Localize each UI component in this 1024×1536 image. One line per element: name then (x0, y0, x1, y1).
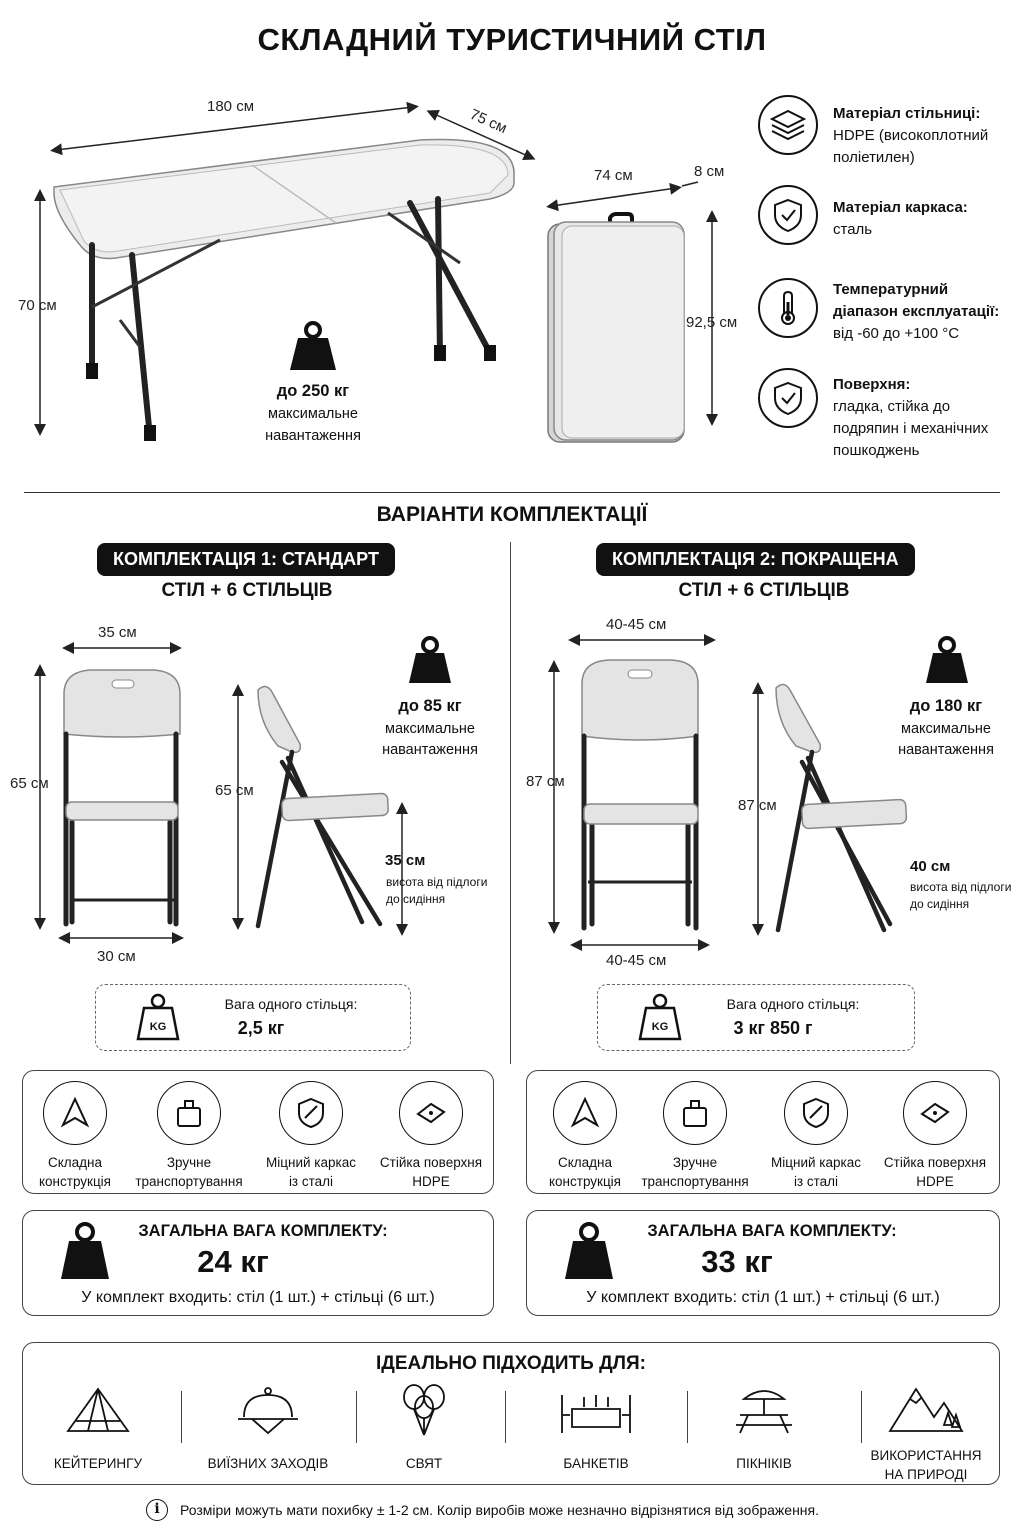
kit2-chairs-illustration (540, 612, 920, 952)
mountains-icon (886, 1381, 966, 1437)
kit2-pill: КОМПЛЕКТАЦІЯ 2: ПОКРАЩЕНА (596, 543, 915, 576)
briefcase-icon (157, 1081, 221, 1145)
kit1-chair-height-side: 65 см (215, 782, 254, 799)
use-events: ВИЇЗНИХ ЗАХОДІВ (193, 1381, 343, 1473)
kit2-load-value: до 180 кг (909, 697, 983, 715)
kit2-weight-icon (924, 635, 970, 685)
kit2-weight-label: Вага одного стільця: (726, 996, 860, 1012)
kit2-seat-height: 40 см (910, 858, 951, 875)
kit2-feature-folding: Складна конструкція (525, 1081, 645, 1191)
briefcase-icon (663, 1081, 727, 1145)
kit2-feature-transport: Зручне транспортування (635, 1081, 755, 1191)
shield-icon (784, 1081, 848, 1145)
kit2-seat-note1: висота від підлоги (910, 880, 1012, 894)
kit1-total-label: ЗАГАЛЬНА ВАГА КОМПЛЕКТУ: (138, 1222, 388, 1240)
spec-frame (833, 197, 1013, 241)
kit2-total-note: У комплект входить: стіл (1 шт.) + стільці (6 шт.) (586, 1289, 940, 1306)
kit2-chair-weight-box (597, 984, 915, 1051)
kit1-total-card (22, 1210, 494, 1316)
kit1-weight-icon (407, 635, 453, 685)
thermometer-icon (758, 278, 818, 338)
kit1-weight-value: 2,5 кг (237, 1018, 285, 1038)
kit1-seat-note2: до сидіння (386, 892, 446, 906)
kit2-total-weight-icon (563, 1221, 615, 1281)
kit1-features-card (22, 1070, 494, 1194)
kit2-load-line1: максимальне (900, 721, 991, 737)
spec-surface-line2: подряпин і механічних (833, 420, 989, 437)
spec-surface-label: Поверхня: (833, 376, 911, 393)
kit1-pill: КОМПЛЕКТАЦІЯ 1: СТАНДАРТ (97, 543, 395, 576)
use-holidays: СВЯТ (349, 1381, 499, 1473)
kit2-chair-top-width: 40-45 см (606, 616, 667, 633)
spec-temperature (833, 279, 1013, 345)
table-load-line2: навантаження (265, 428, 361, 444)
variants-title: ВАРІАНТИ КОМПЛЕКТАЦІЇ (376, 503, 648, 526)
kit2-total-card (526, 1210, 1000, 1316)
kit1-feature-folding: Складна конструкція (15, 1081, 135, 1191)
kit1-chair-bottom-width: 30 см (97, 948, 136, 965)
spec-temp-line1: від -60 до +100 °C (833, 325, 960, 342)
folded-depth-label: 8 см (694, 163, 725, 180)
kit1-total-weight-icon (59, 1221, 111, 1281)
spec-surface (833, 374, 1018, 462)
footer-note: Розміри можуть мати похибку ± 1-2 см. Колір виробів може незначно відрізнятися від зображення. (180, 1502, 820, 1518)
kit2-feature-steel: Міцний каркас із сталі (756, 1081, 876, 1191)
balloons-icon (388, 1381, 460, 1437)
table-load-value: до 250 кг (276, 382, 350, 400)
surface-icon (903, 1081, 967, 1145)
shield-tick-icon (758, 368, 818, 428)
table-width-label: 75 см (467, 105, 510, 138)
kit2-chair-height-front: 87 см (526, 773, 565, 790)
use-separator (687, 1391, 688, 1443)
use-banquets: БАНКЕТІВ (521, 1381, 671, 1473)
kit2-feature-hdpe: Стійка поверхня HDPE (875, 1081, 995, 1191)
table-load-line1: максимальне (267, 406, 358, 422)
cloche-icon (232, 1381, 304, 1437)
kit2-seat-note2: до сидіння (910, 897, 970, 911)
kit1-chair-height-front: 65 см (10, 775, 49, 792)
use-nature: ВИКОРИСТАННЯ НА ПРИРОДІ (851, 1381, 1001, 1484)
tent-icon (62, 1381, 134, 1437)
kg-label: KG (149, 1021, 167, 1033)
info-icon: i (146, 1499, 168, 1521)
kit1-seat-height: 35 см (385, 852, 426, 869)
spec-frame-line1: сталь (833, 221, 873, 238)
kits-separator (510, 542, 511, 1064)
use-catering: КЕЙТЕРИНГУ (23, 1381, 173, 1473)
kit1-feature-steel: Міцний каркас із сталі (251, 1081, 371, 1191)
picnic-table-icon (728, 1381, 800, 1437)
spec-tabletop-label: Матеріал стільниці: (833, 105, 981, 122)
kit2-chair-bottom-width: 40-45 см (606, 952, 667, 969)
kit1-load-line1: максимальне (384, 721, 475, 737)
kit2-total-label: ЗАГАЛЬНА ВАГА КОМПЛЕКТУ: (647, 1222, 897, 1240)
folded-height-label: 92,5 см (686, 314, 738, 331)
spec-surface-line1: гладка, стійка до (833, 398, 951, 415)
kg-weight-icon (136, 992, 180, 1042)
kit1-load-line2: навантаження (382, 742, 478, 758)
kit1-chair-top-width: 35 см (98, 624, 137, 641)
kg-weight-icon (638, 992, 682, 1042)
kit1-weight-label: Вага одного стільця: (224, 996, 358, 1012)
table-height-label: 70 см (18, 297, 57, 314)
spec-tabletop-line1: HDPE (високоплотний (833, 127, 989, 144)
spec-surface-line3: пошкоджень (833, 442, 920, 459)
spec-tabletop (833, 103, 1013, 169)
shield-icon (279, 1081, 343, 1145)
kit2-weight-value: 3 кг 850 г (733, 1018, 813, 1038)
surface-icon (399, 1081, 463, 1145)
kit1-chair-weight-box (95, 984, 411, 1051)
spec-temp-label2: діапазон експлуатації: (833, 303, 1000, 320)
ideal-title: ІДЕАЛЬНО ПІДХОДИТЬ ДЛЯ: (376, 1353, 646, 1374)
weight-icon (288, 320, 338, 372)
use-separator (181, 1391, 182, 1443)
kit1-total-note: У комплект входить: стіл (1 шт.) + стільці (6 шт.) (81, 1289, 435, 1306)
kit2-features-card (526, 1070, 1000, 1194)
use-separator (505, 1391, 506, 1443)
ideal-for-card (22, 1342, 1000, 1485)
kit1-total-value: 24 кг (197, 1244, 269, 1279)
spec-frame-label: Матеріал каркаса: (833, 199, 968, 216)
folding-icon (553, 1081, 617, 1145)
section-divider (24, 492, 1000, 493)
folded-width-label: 74 см (594, 167, 633, 184)
layers-icon (758, 95, 818, 155)
page-title: СКЛАДНИЙ ТУРИСТИЧНИЙ СТІЛ (257, 22, 767, 57)
shield-check-icon (758, 185, 818, 245)
kit2-load-line2: навантаження (898, 742, 994, 758)
spec-temp-label: Температурний (833, 281, 949, 298)
kit1-subtitle: СТІЛ + 6 СТІЛЬЦІВ (161, 580, 333, 601)
kit1-feature-transport: Зручне транспортування (129, 1081, 249, 1191)
kit1-load-value: до 85 кг (398, 697, 462, 715)
kit1-seat-note1: висота від підлоги (386, 875, 488, 889)
folding-icon (43, 1081, 107, 1145)
kit1-feature-hdpe: Стійка поверхня HDPE (371, 1081, 491, 1191)
banquet-table-icon (556, 1381, 636, 1437)
kg-label: KG (651, 1021, 669, 1033)
use-picnics: ПІКНІКІВ (689, 1381, 839, 1473)
kit2-chair-height-side: 87 см (738, 797, 777, 814)
spec-tabletop-line2: поліетилен) (833, 149, 915, 166)
kit2-total-value: 33 кг (701, 1244, 773, 1279)
table-length-label: 180 см (207, 98, 255, 115)
kit2-subtitle: СТІЛ + 6 СТІЛЬЦІВ (678, 580, 850, 601)
